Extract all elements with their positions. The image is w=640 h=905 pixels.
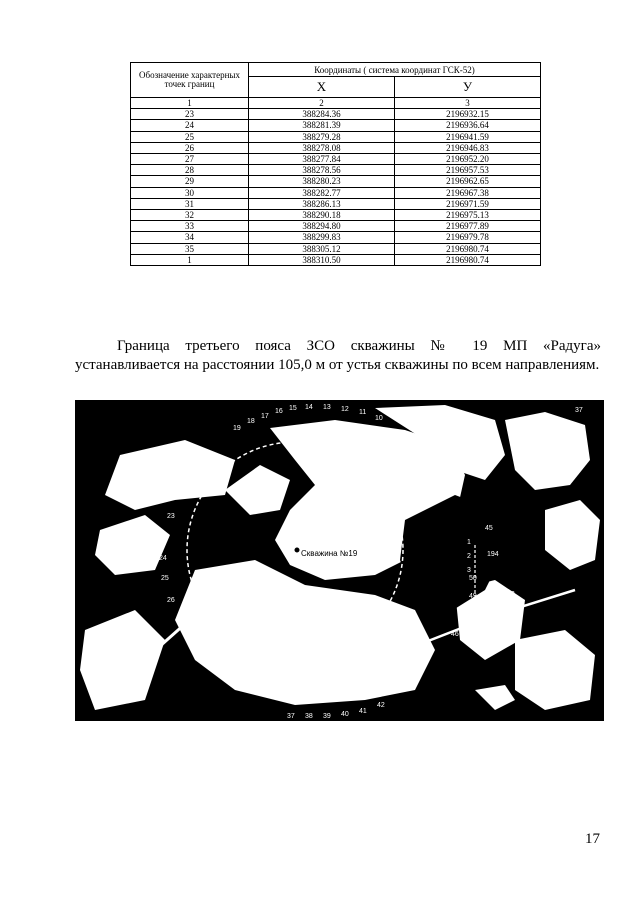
table-row [131,198,541,209]
cell-point: 28 [131,165,249,176]
point-label: 49 [469,593,477,600]
header-y: У [395,77,541,98]
arc-label: 23 [167,513,175,520]
cell-x: 388299.83 [249,232,395,243]
cell-y: 2196967.38 [395,187,541,198]
cell-point: 24 [131,120,249,131]
cell-x: 388280.23 [249,176,395,187]
point-label: 50 [469,575,477,582]
cell-point: 33 [131,221,249,232]
header-point-designation: Обозначение характерных точек границ [131,63,249,98]
table-row [131,142,541,153]
table-row [131,154,541,165]
cell-point: 26 [131,142,249,153]
corner-label: 37 [575,407,583,414]
cell-x: 388281.39 [249,120,395,131]
cell-point: 25 [131,131,249,142]
index-col-3: 3 [395,98,541,109]
cell-y: 2196980.74 [395,243,541,254]
cell-x: 388286.13 [249,198,395,209]
cell-point: 30 [131,187,249,198]
table-row [131,243,541,254]
cell-y: 2196979.78 [395,232,541,243]
well-label: Скважина №19 [301,549,358,558]
table-row [131,210,541,221]
cell-point: 35 [131,243,249,254]
cell-x: 388278.08 [249,142,395,153]
table-row [131,109,541,120]
arc-label: 26 [167,597,175,604]
arc-label: 37 [287,713,295,720]
cell-y: 2196980.74 [395,254,541,265]
cell-point: 23 [131,109,249,120]
cell-x: 388282.77 [249,187,395,198]
point-label: 46 [451,631,459,638]
table-index-row [131,98,541,109]
cell-x: 388279.28 [249,131,395,142]
table-header-row [131,63,541,77]
cell-point: 32 [131,210,249,221]
cell-x: 388278.56 [249,165,395,176]
table-row [131,165,541,176]
arc-label: 40 [341,711,349,718]
zone-boundary-paragraph: Граница третьего пояса ЗСО скважины № 19 МП «Радуга» устанавливается на расстоянии 105,0 м от устья скважины по всем направлениям. [75,338,601,373]
cell-y: 2196946.83 [395,142,541,153]
cell-x: 388284.36 [249,109,395,120]
arc-label: 24 [159,555,167,562]
point-label: 45 [485,525,493,532]
point-label: 19 [407,619,415,626]
arc-label: 12 [341,406,349,413]
cell-point: 29 [131,176,249,187]
cell-point: 31 [131,198,249,209]
table-row [131,176,541,187]
point-label: 194 [487,551,499,558]
arc-label: 20 [203,453,211,460]
arc-label: 39 [323,713,331,720]
point-label: 48 [469,607,477,614]
table-row [131,187,541,198]
cell-x: 388310.50 [249,254,395,265]
cell-x: 388294.80 [249,221,395,232]
point-label: 43 [507,591,515,598]
cell-x: 388305.12 [249,243,395,254]
arc-label: 19 [233,425,241,432]
header-x: X [249,77,395,98]
cell-x: 388277.84 [249,154,395,165]
cell-y: 2196932.15 [395,109,541,120]
arc-label: 38 [305,713,313,720]
table-row [131,254,541,265]
table-row [131,120,541,131]
arc-label: 41 [359,708,367,715]
arc-label: 42 [377,702,385,709]
site-map-image [75,400,604,721]
cell-point: 27 [131,154,249,165]
index-col-1: 1 [131,98,249,109]
point-label: 2 [467,553,471,560]
cell-y: 2196977.89 [395,221,541,232]
arc-label: 11 [359,409,367,416]
cell-y: 2196936.64 [395,120,541,131]
point-label: 1 [467,539,471,546]
cell-y: 2196971.59 [395,198,541,209]
table-row [131,221,541,232]
cell-point: 34 [131,232,249,243]
arc-label: 10 [375,415,383,422]
arc-label: 14 [305,404,313,411]
cell-y: 2196952.20 [395,154,541,165]
cell-y: 2196957.53 [395,165,541,176]
arc-labels-bottom [287,702,385,720]
coordinates-table [130,62,541,266]
cell-y: 2196941.59 [395,131,541,142]
cell-y: 2196962.65 [395,176,541,187]
header-coordinates: Координаты ( система координат ГСК-52) [249,63,541,77]
table-row [131,232,541,243]
arc-label: 16 [275,408,283,415]
cell-point: 1 [131,254,249,265]
point-label: 3 [467,567,471,574]
table-row [131,131,541,142]
arc-label: 22 [177,490,185,497]
arc-label: 15 [289,405,297,412]
arc-label: 18 [247,418,255,425]
cell-x: 388290.18 [249,210,395,221]
point-label: 47 [459,621,467,628]
arc-label: 17 [261,413,269,420]
arc-label: 13 [323,404,331,411]
page-number: 17 [585,831,600,847]
arc-label: 21 [189,470,197,477]
cell-y: 2196975.13 [395,210,541,221]
arc-label: 25 [161,575,169,582]
index-col-2: 2 [249,98,395,109]
well-marker [294,547,300,553]
